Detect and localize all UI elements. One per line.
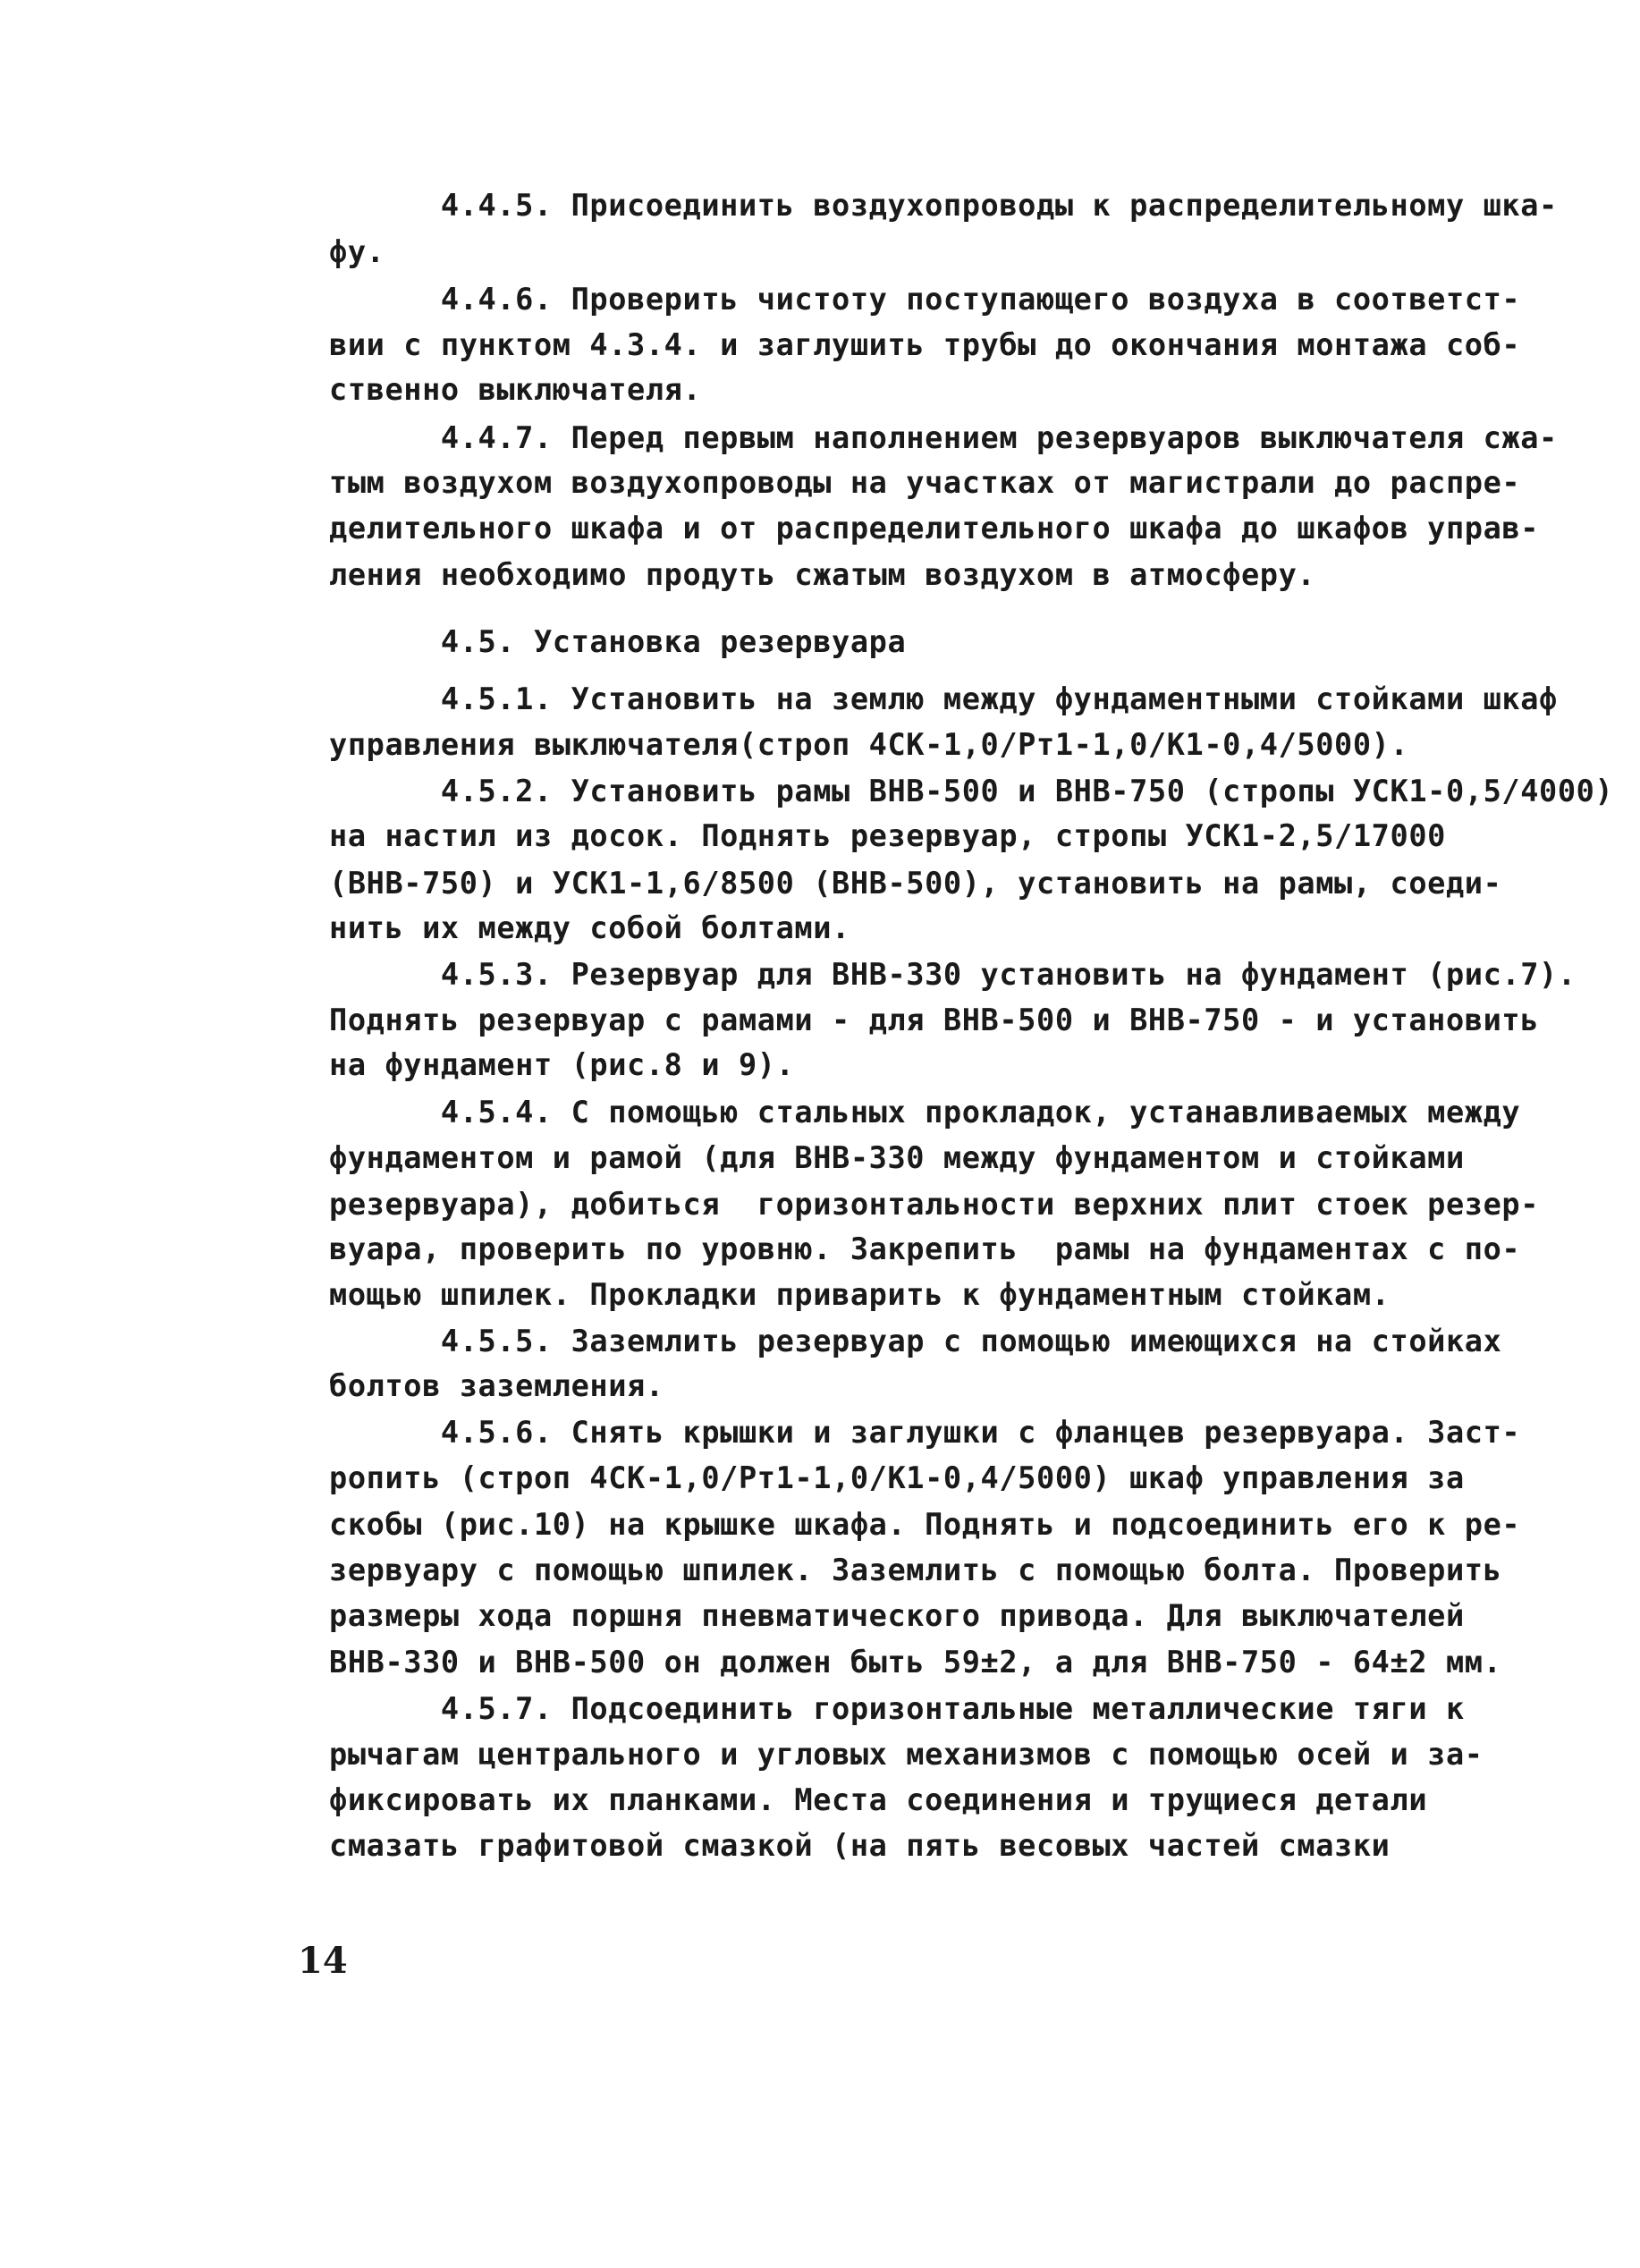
text-line: смазать графитовой смазкой (на пять весовых частей смазки <box>329 1828 1391 1863</box>
text-line: тым воздухом воздухопроводы на участках от магистрали до распре- <box>329 465 1521 500</box>
text-line: 4.5.7. Подсоединить горизонтальные металлические тяги к <box>329 1691 1465 1726</box>
text-line: ропить (строп 4СК-1,0/Рт1-1,0/К1-0,4/5000) шкаф управления за <box>329 1460 1465 1495</box>
text-line: зервуару с помощью шпилек. Заземлить с помощью болта. Проверить <box>329 1553 1502 1587</box>
text-line: вуара, проверить по уровню. Закрепить рамы на фундаментах с по- <box>329 1231 1521 1266</box>
text-line: скобы (рис.10) на крышке шкафа. Поднять и подсоединить его к ре- <box>329 1507 1521 1542</box>
text-line: размеры хода поршня пневматического привода. Для выключателей <box>329 1598 1465 1633</box>
text-line: 4.5.5. Заземлить резервуар с помощью имеющихся на стойках <box>329 1324 1502 1358</box>
text-line: нить их между собой болтами. <box>329 910 850 945</box>
text-line: 4.5.4. С помощью стальных прокладок, устанавливаемых между <box>329 1095 1521 1130</box>
text-line: Поднять резервуар с рамами - для ВНВ-500 и ВНВ-750 - и установить <box>329 1003 1540 1037</box>
text-line: управления выключателя(строп 4СК-1,0/Рт1-1,0/К1-0,4/5000). <box>329 727 1409 762</box>
text-line: 4.4.5. Присоединить воздухопроводы к распределительному шка- <box>329 188 1558 223</box>
text-line: на настил из досок. Поднять резервуар, стропы УСК1-2,5/17000 <box>329 818 1446 853</box>
text-line: рычагам центрального и угловых механизмов с помощью осей и за- <box>329 1737 1484 1772</box>
text-line: фиксировать их планками. Места соединения и трущиеся детали <box>329 1782 1428 1817</box>
text-line: ственно выключателя. <box>329 372 702 407</box>
text-line: болтов заземления. <box>329 1368 664 1403</box>
text-line: 4.5.2. Установить рамы ВНВ-500 и ВНВ-750 (стропы УСК1-0,5/4000) <box>329 774 1614 808</box>
text-line: резервуара), добиться горизонтальности верхних плит стоек резер- <box>329 1187 1540 1222</box>
text-line: 4.5.1. Установить на землю между фундаментными стойками шкаф <box>329 681 1558 716</box>
text-line: вии с пунктом 4.3.4. и заглушить трубы до окончания монтажа соб- <box>329 327 1521 362</box>
page-number: 14 <box>298 1940 348 1982</box>
text-line: 4.4.6. Проверить чистоту поступающего воздуха в соответст- <box>329 282 1521 317</box>
text-line: фу. <box>329 234 385 269</box>
section-heading: 4.5. Установка резервуара <box>329 624 907 659</box>
text-line: 4.4.7. Перед первым наполнением резервуаров выключателя сжа- <box>329 420 1558 455</box>
text-line: делительного шкафа и от распределительного шкафа до шкафов управ- <box>329 511 1540 546</box>
text-line: ВНВ-330 и ВНВ-500 он должен быть 59±2, а для ВНВ-750 - 64±2 мм. <box>329 1645 1502 1680</box>
text-line: на фундамент (рис.8 и 9). <box>329 1047 795 1082</box>
text-line: 4.5.6. Снять крышки и заглушки с фланцев резервуара. Заст- <box>329 1415 1521 1450</box>
text-line: ления необходимо продуть сжатым воздухом в атмосферу. <box>329 557 1316 592</box>
text-line: (ВНВ-750) и УСК1-1,6/8500 (ВНВ-500), установить на рамы, соеди- <box>329 866 1502 901</box>
text-line: мощью шпилек. Прокладки приварить к фундаментным стойкам. <box>329 1277 1391 1312</box>
text-line: фундаментом и рамой (для ВНВ-330 между фундаментом и стойками <box>329 1140 1465 1175</box>
text-line: 4.5.3. Резервуар для ВНВ-330 установить на фундамент (рис.7). <box>329 957 1577 992</box>
